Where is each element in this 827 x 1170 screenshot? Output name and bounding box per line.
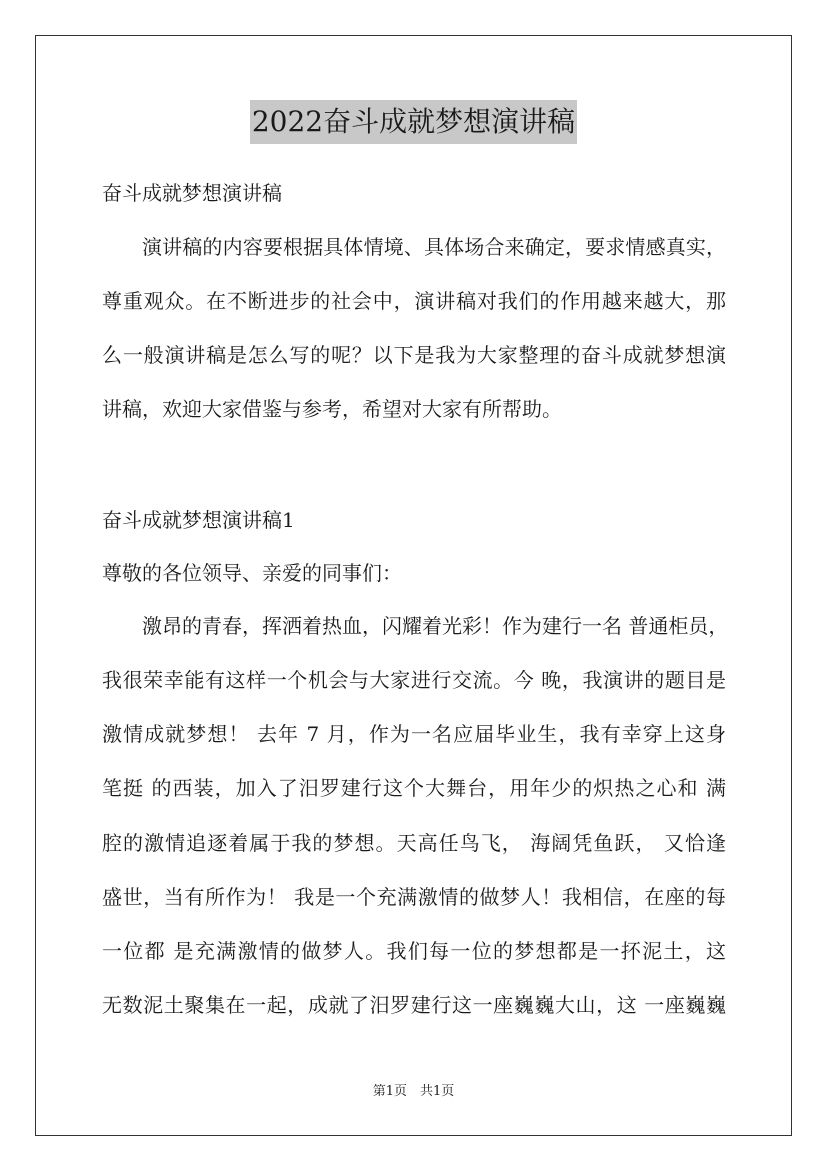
page-number: 第1页 共1页 [372,1084,455,1099]
body-line-6: 盛世，当有所作为！ 我是一个充满激情的做梦人！我相信，在座的每 [102,885,726,909]
body-line-2: 我很荣幸能有这样一个机会与大家进行交流。今 晚，我演讲的题目是 [102,668,726,692]
section-heading: 奋斗成就梦想演讲稿1 [102,508,295,532]
document-title-wrapper [0,100,827,144]
document-heading: 奋斗成就梦想演讲稿 [102,181,282,205]
document-title: 2022奋斗成就梦想演讲稿 [250,100,577,144]
intro-line-4: 讲稿，欢迎大家借鉴与参考，希望对大家有所帮助。 [102,397,562,421]
body-line-3: 激情成就梦想！ 去年 7 月，作为一名应届毕业生，我有幸穿上这身 [102,722,726,746]
body-line-7: 一位都 是充满激情的做梦人。我们每一位的梦想都是一抔泥土，这 [102,939,726,963]
salutation: 尊敬的各位领导、亲爱的同事们： [102,561,402,585]
intro-line-1: 演讲稿的内容要根据具体情境、具体场合来确定，要求情感真实， [142,235,726,259]
body-line-4: 笔挺 的西装，加入了汨罗建行这个大舞台，用年少的炽热之心和 满 [102,776,726,800]
body-line-5: 腔的激情追逐着属于我的梦想。天高任鸟飞， 海阔凭鱼跃， 又恰逢 [102,831,726,855]
intro-line-3: 么一般演讲稿是怎么写的呢？以下是我为大家整理的奋斗成就梦想演 [102,343,726,367]
body-line-1: 激昂的青春，挥洒着热血，闪耀着光彩！作为建行一名 普通柜员， [142,614,729,638]
intro-line-2: 尊重观众。在不断进步的社会中，演讲稿对我们的作用越来越大，那 [102,289,726,313]
body-line-8: 无数泥土聚集在一起，成就了汨罗建行这一座巍巍大山，这 一座巍巍 [102,993,726,1017]
